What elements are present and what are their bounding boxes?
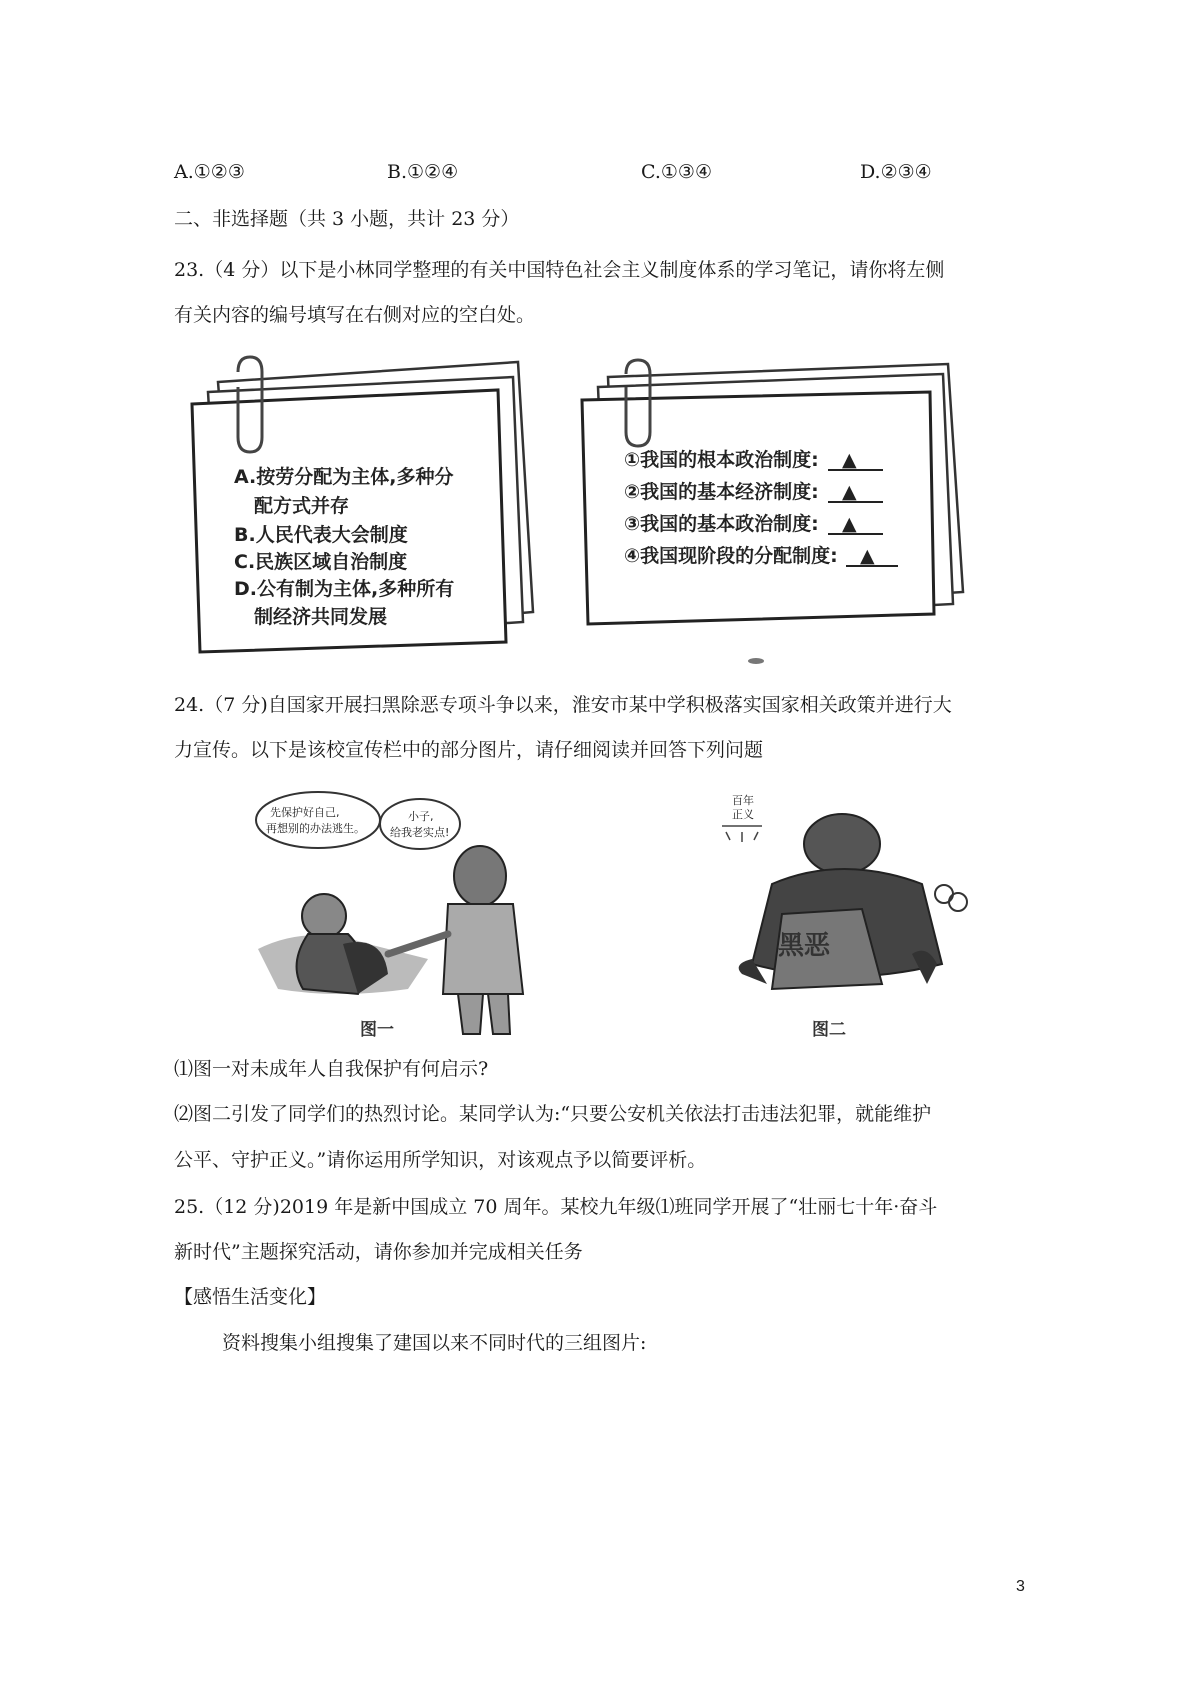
- left-card-line-6: 制经济共同发展: [254, 606, 388, 628]
- left-card-line-4: C.民族区域自治制度: [234, 551, 408, 573]
- right-card-line-1: ①我国的根本政治制度:: [624, 449, 819, 471]
- blank-mark-1: ▲: [842, 449, 857, 471]
- q23-line2: 有关内容的编号填写在右侧对应的空白处。: [174, 304, 536, 326]
- bubble-two-line2: 给我老实点!: [390, 826, 450, 839]
- q25-line2: 新时代”主题探究活动，请你参加并完成相关任务: [174, 1241, 583, 1263]
- q23-note-cards-figure: [178, 352, 998, 672]
- page-number: 3: [1016, 1578, 1025, 1595]
- right-card-line-4: ④我国现阶段的分配制度:: [624, 545, 838, 567]
- q24-figure-two: [712, 784, 982, 1044]
- q25-heading: 【感悟生活变化】: [174, 1286, 327, 1308]
- bubble-two-line1: 小子,: [408, 810, 434, 823]
- q23-line1: 23.（4 分）以下是小林同学整理的有关中国特色社会主义制度体系的学习笔记，请你将左侧: [174, 259, 945, 281]
- blank-mark-4: ▲: [860, 545, 875, 567]
- bubble-one-line2: 再想别的办法逃生。: [266, 822, 365, 835]
- blank-mark-3: ▲: [842, 513, 857, 535]
- bubble-one-line1: 先保护好自己,: [270, 806, 340, 819]
- q24-sub2-line1: ⑵图二引发了同学们的热烈讨论。某同学认为:“只要公安机关依法打击违法犯罪，就能维护: [174, 1103, 932, 1125]
- q24-line2: 力宣传。以下是该校宣传栏中的部分图片，请仔细阅读并回答下列问题: [174, 739, 764, 761]
- figure-two-caption: 图二: [812, 1020, 846, 1040]
- q24-sub1: ⑴图一对未成年人自我保护有何启示?: [174, 1058, 489, 1080]
- banner-text: 黑恶: [778, 931, 831, 961]
- option-b: B.①②④: [387, 161, 459, 183]
- left-card-line-3: B.人民代表大会制度: [234, 524, 408, 546]
- sign-line2: 正义: [732, 808, 754, 821]
- left-note-card: [192, 357, 533, 652]
- option-a: A.①②③: [174, 161, 245, 183]
- right-note-card: [582, 360, 963, 624]
- left-card-line-2: 配方式并存: [254, 495, 350, 517]
- option-d: D.②③④: [860, 161, 932, 183]
- left-card-line-1: A.按劳分配为主体,多种分: [234, 466, 454, 488]
- right-card-line-3: ③我国的基本政治制度:: [624, 513, 819, 535]
- section-title: 二、非选择题（共 3 小题，共计 23 分）: [174, 208, 520, 230]
- blank-mark-2: ▲: [842, 481, 857, 503]
- right-card-line-2: ②我国的基本经济制度:: [624, 481, 819, 503]
- option-c: C.①③④: [641, 161, 712, 183]
- figure-one-caption: 图一: [360, 1020, 394, 1040]
- left-card-line-5: D.公有制为主体,多种所有: [234, 578, 455, 600]
- q24-sub2-line2: 公平、守护正义。”请你运用所学知识，对该观点予以简要评析。: [174, 1149, 707, 1171]
- q25-paragraph: 资料搜集小组搜集了建国以来不同时代的三组图片:: [222, 1332, 647, 1354]
- q24-figure-one: [248, 784, 548, 1044]
- sign-line1: 百年: [732, 794, 754, 807]
- q25-line1: 25.（12 分)2019 年是新中国成立 70 周年。某校九年级⑴班同学开展了“壮丽七十年·奋斗: [174, 1196, 938, 1218]
- q24-line1: 24.（7 分)自国家开展扫黑除恶专项斗争以来，淮安市某中学积极落实国家相关政策并进行大: [174, 694, 952, 716]
